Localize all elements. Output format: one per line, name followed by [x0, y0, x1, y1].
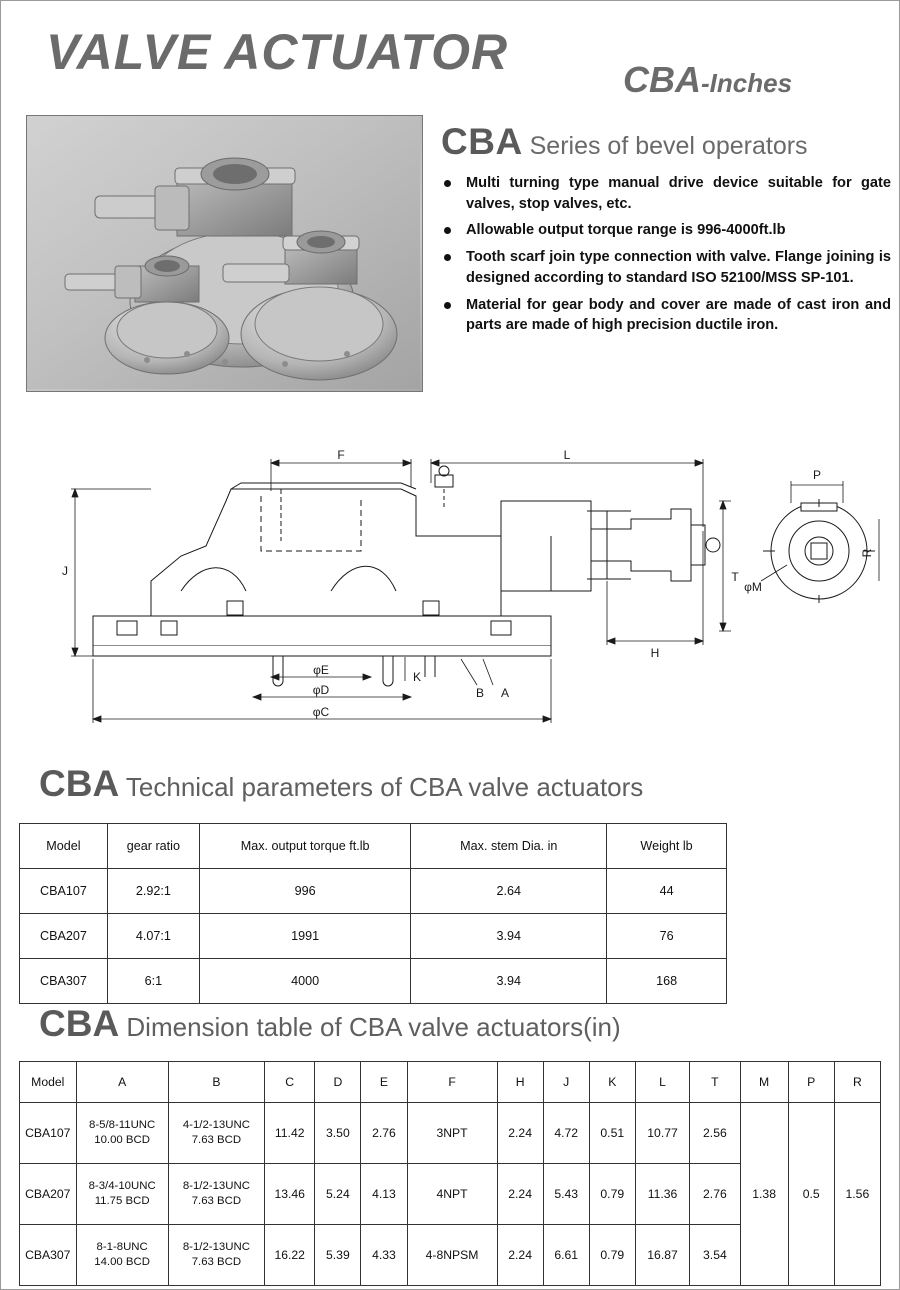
cell-c: 13.46: [265, 1164, 315, 1225]
cell-l: 11.36: [635, 1164, 689, 1225]
dim-col-a: A: [76, 1062, 168, 1103]
dim-col-k: K: [589, 1062, 635, 1103]
cell-b-line2: 7.63 BCD: [191, 1134, 242, 1146]
table-header-row: [20, 824, 727, 869]
cell-a-line2: 10.00 BCD: [94, 1134, 150, 1146]
cell-b-line1: 4-1/2-13UNC: [182, 1119, 250, 1132]
cell-weight: 168: [607, 959, 727, 1004]
cell-f: 4NPT: [407, 1164, 497, 1225]
dim-label-R: R: [860, 548, 874, 558]
dim-label-F: F: [337, 448, 345, 462]
cell-stem-dia: 2.64: [411, 869, 607, 914]
product-photo: [26, 115, 423, 392]
cell-h: 2.24: [497, 1225, 543, 1286]
cell-b-line1: 8-1/2-13UNC: [182, 1180, 250, 1193]
subtitle-model: CBA: [623, 59, 701, 100]
cell-b-line2: 7.63 BCD: [191, 1256, 242, 1268]
intro-heading-rest: Series of bevel operators: [522, 132, 808, 160]
page-title: VALVE ACTUATOR: [46, 24, 509, 80]
cell-c: 16.22: [265, 1225, 315, 1286]
dim-col-r: R: [834, 1062, 880, 1103]
dim-label-L: L: [563, 448, 571, 462]
dimension-section-heading: [39, 1003, 621, 1045]
cell-t: 2.76: [690, 1164, 740, 1225]
tech-col-max-torque: Max. output torque ft.lb: [199, 824, 411, 869]
technical-drawing: [31, 441, 881, 741]
cell-model: CBA107: [20, 1103, 77, 1164]
cell-e: 4.33: [361, 1225, 407, 1286]
cell-j: 4.72: [543, 1103, 589, 1164]
table-header-row: [20, 1062, 881, 1103]
cell-t: 3.54: [690, 1225, 740, 1286]
cell-torque: 996: [199, 869, 411, 914]
list-item: Tooth scarf join type connection with valve. Flange joining is designed according to standard ISO 52100/MSS SP-101.: [441, 247, 891, 288]
cell-k: 0.51: [589, 1103, 635, 1164]
cell-b: [168, 1164, 264, 1225]
cell-a-line2: 14.00 BCD: [94, 1256, 150, 1268]
cell-a-line1: 8-3/4-10UNC: [88, 1180, 156, 1193]
tech-col-max-stem-dia: Max. stem Dia. in: [411, 824, 607, 869]
tech-col-model: Model: [20, 824, 108, 869]
dim-col-model: Model: [20, 1062, 77, 1103]
cell-f: 4-8NPSM: [407, 1225, 497, 1286]
technical-parameters-table: [19, 823, 727, 1004]
cell-r: 1.56: [834, 1103, 880, 1286]
cell-j: 6.61: [543, 1225, 589, 1286]
cell-d: 3.50: [315, 1103, 361, 1164]
cell-b: [168, 1225, 264, 1286]
dim-col-p: P: [788, 1062, 834, 1103]
cell-e: 2.76: [361, 1103, 407, 1164]
cell-h: 2.24: [497, 1103, 543, 1164]
cell-l: 10.77: [635, 1103, 689, 1164]
cell-a: [76, 1103, 168, 1164]
dim-col-m: M: [740, 1062, 788, 1103]
cell-weight: 44: [607, 869, 727, 914]
cell-a: [76, 1225, 168, 1286]
product-intro: [441, 121, 891, 342]
dim-label-E: φE: [313, 663, 329, 677]
cell-model: CBA307: [20, 959, 108, 1004]
dim-col-f: F: [407, 1062, 497, 1103]
tech-section-heading: [39, 763, 643, 805]
product-photo-illustration: [27, 116, 420, 389]
dim-label-P: P: [812, 468, 822, 482]
page-subtitle: [623, 59, 792, 101]
cell-e: 4.13: [361, 1164, 407, 1225]
dim-col-t: T: [690, 1062, 740, 1103]
cell-gear-ratio: 4.07:1: [107, 914, 199, 959]
dim-heading-cba: CBA: [39, 1003, 120, 1044]
cell-b-line2: 7.63 BCD: [191, 1195, 242, 1207]
cell-torque: 1991: [199, 914, 411, 959]
intro-heading: [441, 121, 891, 163]
cell-model: CBA107: [20, 869, 108, 914]
table-row: [20, 869, 727, 914]
cell-k: 0.79: [589, 1225, 635, 1286]
cell-p: 0.5: [788, 1103, 834, 1286]
cell-m: 1.38: [740, 1103, 788, 1286]
intro-heading-cba: CBA: [441, 121, 523, 162]
cell-gear-ratio: 6:1: [107, 959, 199, 1004]
cell-l: 16.87: [635, 1225, 689, 1286]
dim-col-c: C: [265, 1062, 315, 1103]
list-item: Material for gear body and cover are made of cast iron and parts are made of high precision ductile iron.: [441, 295, 891, 336]
table-row: [20, 1103, 881, 1164]
cell-f: 3NPT: [407, 1103, 497, 1164]
cell-b-line1: 8-1/2-13UNC: [182, 1241, 250, 1254]
cell-c: 11.42: [265, 1103, 315, 1164]
dim-col-e: E: [361, 1062, 407, 1103]
dim-heading-rest: Dimension table of CBA valve actuators(in): [119, 1012, 621, 1042]
feature-list: [441, 173, 891, 336]
subtitle-units: -Inches: [701, 68, 793, 98]
list-item: Allowable output torque range is 996-4000ft.lb: [441, 220, 891, 241]
cell-a: [76, 1164, 168, 1225]
cell-model: CBA207: [20, 914, 108, 959]
table-row: [20, 914, 727, 959]
tech-heading-rest: Technical parameters of CBA valve actuators: [119, 772, 644, 802]
cell-model: CBA307: [20, 1225, 77, 1286]
cell-a-line2: 11.75 BCD: [94, 1195, 150, 1207]
dim-label-T: T: [731, 570, 739, 584]
cell-a-line1: 8-1-8UNC: [96, 1241, 148, 1254]
cell-stem-dia: 3.94: [411, 959, 607, 1004]
cell-model: CBA207: [20, 1164, 77, 1225]
dim-label-M: φM: [744, 580, 762, 594]
dim-col-h: H: [497, 1062, 543, 1103]
dim-label-H: H: [650, 646, 660, 660]
dim-label-C: φC: [312, 705, 330, 719]
cell-h: 2.24: [497, 1164, 543, 1225]
tech-heading-cba: CBA: [39, 763, 120, 804]
dim-label-D: φD: [312, 683, 330, 697]
cell-j: 5.43: [543, 1164, 589, 1225]
drawing-svg: [31, 441, 881, 741]
cell-weight: 76: [607, 914, 727, 959]
dim-col-d: D: [315, 1062, 361, 1103]
cell-t: 2.56: [690, 1103, 740, 1164]
page-header: [1, 11, 900, 103]
cell-d: 5.24: [315, 1164, 361, 1225]
tech-col-weight: Weight lb: [607, 824, 727, 869]
dim-col-l: L: [635, 1062, 689, 1103]
cell-stem-dia: 3.94: [411, 914, 607, 959]
dim-label-J: J: [62, 564, 68, 578]
dim-label-B: B: [475, 686, 485, 700]
cell-d: 5.39: [315, 1225, 361, 1286]
dim-col-b: B: [168, 1062, 264, 1103]
list-item: Multi turning type manual drive device suitable for gate valves, stop valves, etc.: [441, 173, 891, 214]
cell-gear-ratio: 2.92:1: [107, 869, 199, 914]
table-row: [20, 959, 727, 1004]
dimension-table: [19, 1061, 881, 1286]
tech-col-gear-ratio: gear ratio: [107, 824, 199, 869]
cell-b: [168, 1103, 264, 1164]
dim-col-j: J: [543, 1062, 589, 1103]
dim-label-K: K: [412, 670, 422, 684]
cell-k: 0.79: [589, 1164, 635, 1225]
dim-label-A: A: [500, 686, 510, 700]
cell-a-line1: 8-5/8-11UNC: [89, 1119, 156, 1132]
cell-torque: 4000: [199, 959, 411, 1004]
